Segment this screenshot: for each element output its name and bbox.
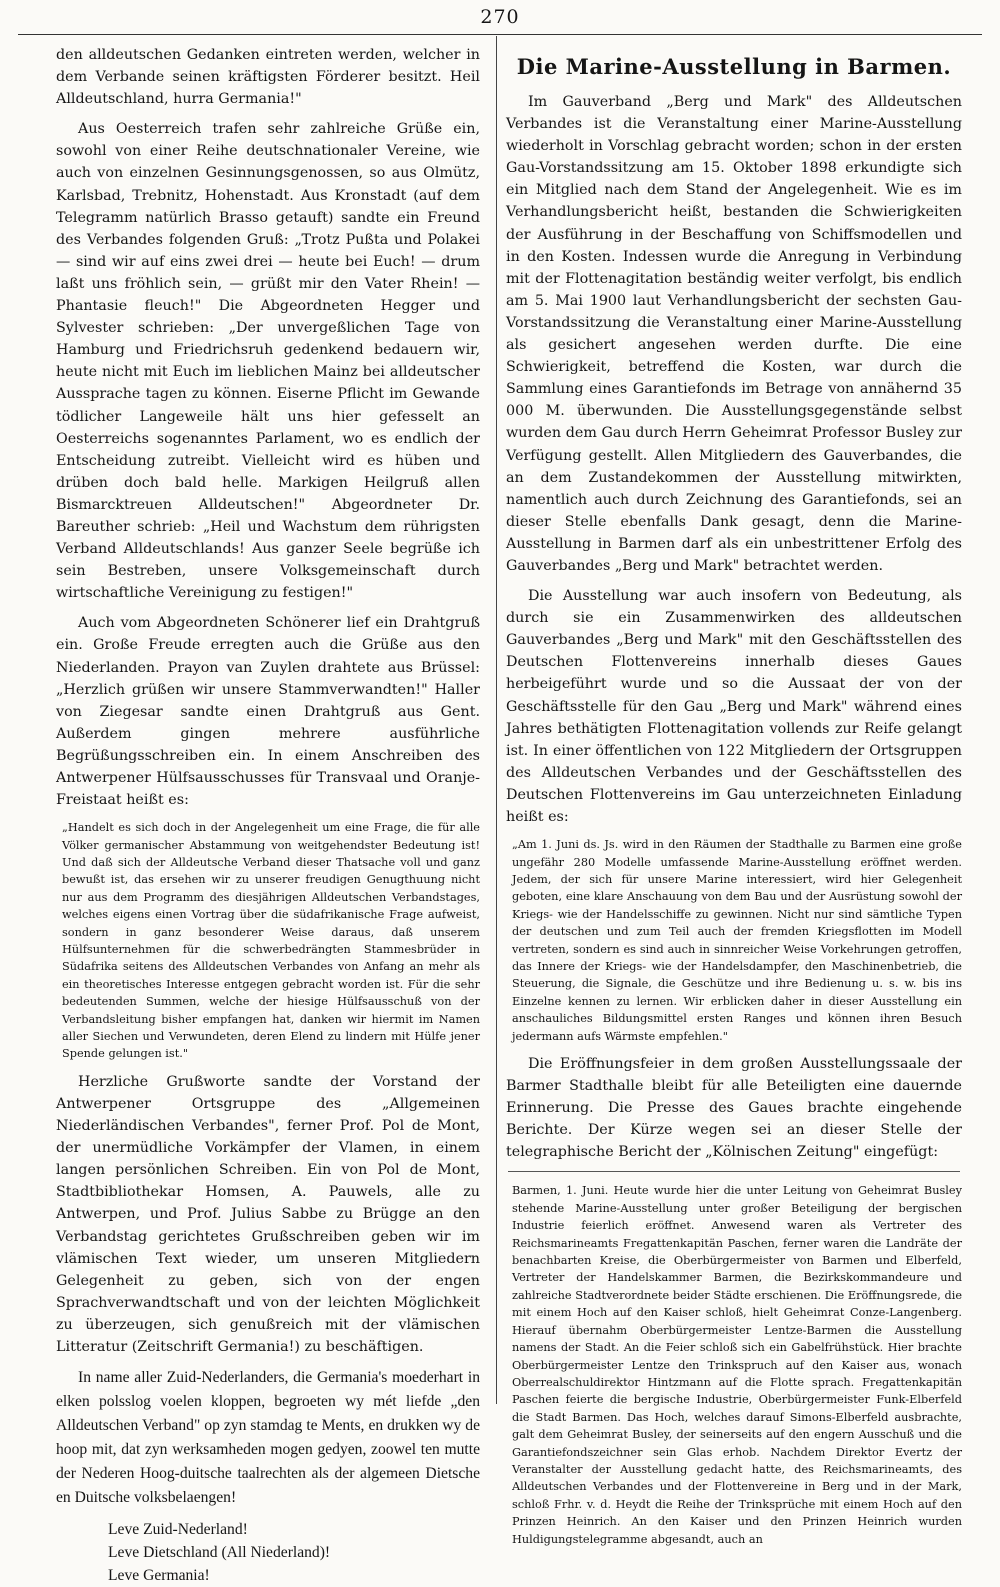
cologne-report-quote: Barmen, 1. Juni. Heute wurde hier die unter Leitung von Geheimrat Busley stehende Marine-Ausstellung unter großer Beteiligung der bergischen Industrie feierlich eröffnet. Anwesend waren als Vertreter des Reichsmarineamts Fregattenkapitän Paschen, ferner waren die Landräte der benachbarten Kreise, die Oberbürgermeister von Barmen und Elberfeld, Vertreter der Handelskammer Barmen, die Bezirkskommandeure und zahlreiche Stadtverordnete beider Städte erschienen. Die Eröffnungsrede, die mit einem Hoch auf den Kaiser schloß, hielt Geheimrat Conze-Langenberg. Hierauf übernahm Oberbürgermeister Lentze-Barmen die Ausstellung namens der Stadt. An die Feier schloß sich ein Gabelfrühstück. Hier brachte Oberbürgermeister Lentze den Trinkspruch auf den Kaiser aus, wonach Oberrealschuldirektor Hintzmann auf die Flotte sprach. Fregattenkapitän Paschen feierte die bergische Industrie, Oberbürgermeister Funk-Elberfeld die Stadt Barmen. Das Hoch, welches darauf Simons-Elberfeld ausbrachte, galt dem Geheimrat Busley, der seinerseits auf den engern Ausschuß und die Garantiefondszeichner sein Glas erhob. Nachdem Direktor Evertz der Veranstalter der Ausstellung gedacht hatte, des Reichsmarineamts, des Alldeutschen Verbandes und der Flottenvereine in Berg und in der Mark, schloß Frhr. v. d. Heydt die Reihe der Trinksprüche mit einem Hoch auf den Prinzen Heinrich. An den Kaiser und den Prinzen Heinrich wurden Huldigungstelegramme abgesandt, auch an xyxy=(512,1184,962,1546)
cheer-line-3: Leve Germania! xyxy=(108,1567,210,1585)
invitation-quote: „Am 1. Juni ds. Js. wird in den Räumen der Stadthalle zu Barmen eine große ungefähr 280 Modelle umfassende Marine-Ausstellung eröffnet werden. Jedem, der sich für unsere Marine interessiert, wird hier Gelegenheit geboten, eine klare Anschauung von dem Bau und der Ausrüstung sowohl der Kriegs- wie der Handelsschiffe zu gewinnen. Nicht nur sind sämtliche Typen der deutschen und zum Teil auch der fremden Kriegsflotten im Modell vertreten, sondern es sind auch in sinnreicher Weise Vorkehrungen getroffen, das Innere der Kriegs- wie der Handelsdampfer, den Maschinenbetrieb, die Steuerung, die Signale, die Geschütze und ihre Bedienung u. s. w. bis ins Einzelne kennen zu lernen. Wir erblicken daher in dieser Ausstellung ein anschauliches Bildungsmittel ersten Ranges und können ihren Besuch jedermann aufs Wärmste empfehlen." xyxy=(512,838,962,1043)
page-number: 270 xyxy=(480,6,520,28)
left-column xyxy=(56,44,480,1585)
dutch-letter-paragraph: In name aller Zuid-Nederlanders, die Germania's moederhart in elken polsslog voelen kloppen, begroeten wy mét liefde „den Alldeutschen Verband" op zyn stamdag te Ments, en drukken wy de hoop mit, dat zyn werksamheden mogen gedyen, zoowel ten mutte der Nederen Hoog-duitsche taalrechten als der algemeen Dietsche en Duitsche volksbelaengen! xyxy=(56,1369,480,1507)
column-divider xyxy=(496,36,497,1404)
importance-paragraph: Die Ausstellung war auch insofern von Bedeutung, als durch sie ein Zusammenwirken des alldeutschen Gauverbandes „Berg und Mark" mit den Geschäftsstellen des Deutschen Flottenvereins innerhalb dieses Gaues herbeigeführt wurde und so die Aussaat der von der Geschäftsstelle für den Gau „Berg und Mark" während eines Jahres bethätigten Flottenagitation vollends zur Reife gelangt ist. In einer öffentlichen von 122 Mitgliedern der Ortsgruppen des Alldeutschen Verbandes und der Geschäftsstellen des Deutschen Flottenvereins im Gau unterzeichneten Einladung heißt es: xyxy=(506,588,962,825)
flemish-greetings-paragraph: Herzliche Grußworte sandte der Vorstand der Antwerpener Ortsgruppe des „Allgemeinen Niederländischen Verbandes", ferner Prof. Pol de Mont, der unermüdliche Vorkämpfer der Vlamen, in einem langen persönlichen Schreiben. Ein von Pol de Mont, Stadtbibliothekar Homsen, A. Pauwels, alle zu Antwerpen, und Prof. Julius Sabbe zu Brügge an den Verbandstag gerichtetes Grußschreiben geben wir im vlämischen Text wieder, um unseren Mitgliedern Gelegenheit zu geben, sich von der engen Sprachverwandtschaft und von der leichten Möglichkeit zu überzeugen, sich genußreich mit der vlämischen Litteratur (Zeitschrift Germania!) zu beschäftigen. xyxy=(56,1073,480,1355)
header-rule xyxy=(18,34,982,35)
opening-ceremony-paragraph: Die Eröffnungsfeier in dem großen Ausstellungssaale der Barmer Stadthalle bleibt für alle Beteiligten eine dauernde Erinnerung. Die Presse des Gaues brachte eingehende Berichte. Der Kürze wegen sei an dieser Stelle der telegraphische Bericht der „Kölnischen Zeitung" eingefügt: xyxy=(506,1055,962,1161)
cheer-line-1: Leve Zuid-Nederland! xyxy=(108,1521,248,1539)
cheer-line-2: Leve Dietschland (All Niederland)! xyxy=(108,1544,331,1562)
opening-paragraph: den alldeutschen Gedanken eintreten werden, welcher in dem Verbande seinen kräftigsten Förderer besitzt. Heil Alldeutschland, hurra Germania!" xyxy=(56,47,480,108)
antwerp-quote: „Handelt es sich doch in der Angelegenheit um eine Frage, die für alle Völker germanischer Abstammung von weitgehendster Bedeutung ist! Und daß sich der Alldeutsche Verband dieser Thatsache voll und ganz bewußt ist, das ersehen wir zu unserer freudigen Genugthuung nicht nur aus dem Programm des diesjährigen Alldeutschen Verbandstages, welches eigens einen Vortrag über die südafrikanische Frage aufweist, sondern in ganz besonderer Weise daraus, daß unserem Hülfsunternehmen für die schwerbedrängten Stammesbrüder in Südafrika seitens des Alldeutschen Verbandes von Anfang an mehr als ein theoretisches Interesse entgegen gebracht worden ist. Für die sehr bedeutenden Summen, welche der hiesige Hülfsausschuß von der Verbandsleitung bisher empfangen hat, danken wir hiermit im Namen aller Siechen und Verwundeten, deren Elend zu lindern mit Hülfe jener Spende gelungen ist." xyxy=(62,821,480,1061)
right-column xyxy=(506,44,962,1546)
intro-paragraph: Im Gauverband „Berg und Mark" des Alldeutschen Verbandes ist die Veranstaltung einer Marine-Ausstellung wiederholt in Vorschlag gebracht worden; schon in der ersten Gau-Vorstandssitzung am 15. Oktober 1898 erkundigte sich ein Mitglied nach dem Stand der Angelegenheit. Wie es im Verhandlungsbericht heißt, bestanden die Schwierigkeiten der Ausführung in der Beschaffung von Schiffsmodellen und in den Kosten. Indessen wurde die Anregung in Verbindung mit der Flottenagitation beständig weiter verfolgt, bis endlich am 5. Mai 1900 laut Verhandlungsbericht der sechsten Gau-Vorstandssitzung die Veranstaltung einer Marine-Ausstellung als gesichert angesehen werden durfte. Die eine Schwierigkeit, betreffend die Kosten, war durch die Sammlung eines Garantiefonds im Betrage von annähernd 35 000 M. überwunden. Die Ausstellungsgegenstände selbst wurden dem Gau durch Herrn Geheimrat Professor Busley zur Verfügung gestellt. Allen Mitgliedern des Gauverbandes, die an dem Zustandekommen der Ausstellung mitwirkten, namentlich auch durch Zeichnung des Garantiefonds, sei an dieser Stelle ebenfalls Dank gesagt, denn die Marine-Ausstellung in Barmen darf als ein unbestrittener Erfolg des Gauverbandes „Berg und Mark" betrachtet werden. xyxy=(506,94,962,574)
quote-rule xyxy=(508,1171,960,1172)
austria-greetings-paragraph: Aus Oesterreich trafen sehr zahlreiche Grüße ein, sowohl von einer Reihe deutschnationaler Vereine, wie auch von einzelnen Gesinnungsgenossen, so aus Olmütz, Karlsbad, Trebnitz, Hohenstadt. Aus Kronstadt (auf dem Telegramm natürlich Brasso getauft) sandte ein Freund des Verbandes folgenden Gruß: „Trotz Pußta und Polakei — sind wir auf eins zwei drei — heute bei Euch! — drum laßt uns fröhlich sein, — grüßt mir den Vater Rhein! — Phantasie fleuch!" Die Abgeordneten Hegger und Sylvester schrieben: „Der unvergeßlichen Tage von Hamburg und Friedrichsruh gedenkend bedauern wir, heute nicht mit Euch im lieblichen Mainz bei alldeutscher Aussprache tagen zu können. Eiserne Pflicht im Gewande tödlicher Langeweile hält uns hier gefesselt an Oesterreichs sogenanntes Parlament, wo es endlich der Entscheidung zutreibt. Vielleicht wird es hüben und drüben doch bald helle. Markigen Heilgruß allen Bismarcktreuen Alldeutschen!" Abgeordneter Dr. Bareuther schrieb: „Heil und Wachstum dem rührigsten Verband Alldeutschlands! Aus ganzer Seele begrüße ich sein Bestreben, unsere Volksgemeinschaft durch wirtschaftliche Vereinigung zu festigen!" xyxy=(56,121,480,602)
cheers-block xyxy=(56,1518,480,1587)
netherlands-greetings-paragraph: Auch vom Abgeordneten Schönerer lief ein Drahtgruß ein. Große Freude erregten auch die Grüße aus den Niederlanden. Prayon van Zuylen drahtete aus Brüssel: „Herzlich grüßen wir unsere Stammverwandten!" Haller von Ziegesar sandte einen Drahtgruß aus Gent. Außerdem gingen mehrere ausführliche Begrüßungsschreiben ein. In einem Anschreiben des Antwerpener Hülfsausschusses für Transvaal und Oranje-Freistaat heißt es: xyxy=(56,615,480,809)
article-headline: Die Marine-Ausstellung in Barmen. xyxy=(516,54,952,79)
